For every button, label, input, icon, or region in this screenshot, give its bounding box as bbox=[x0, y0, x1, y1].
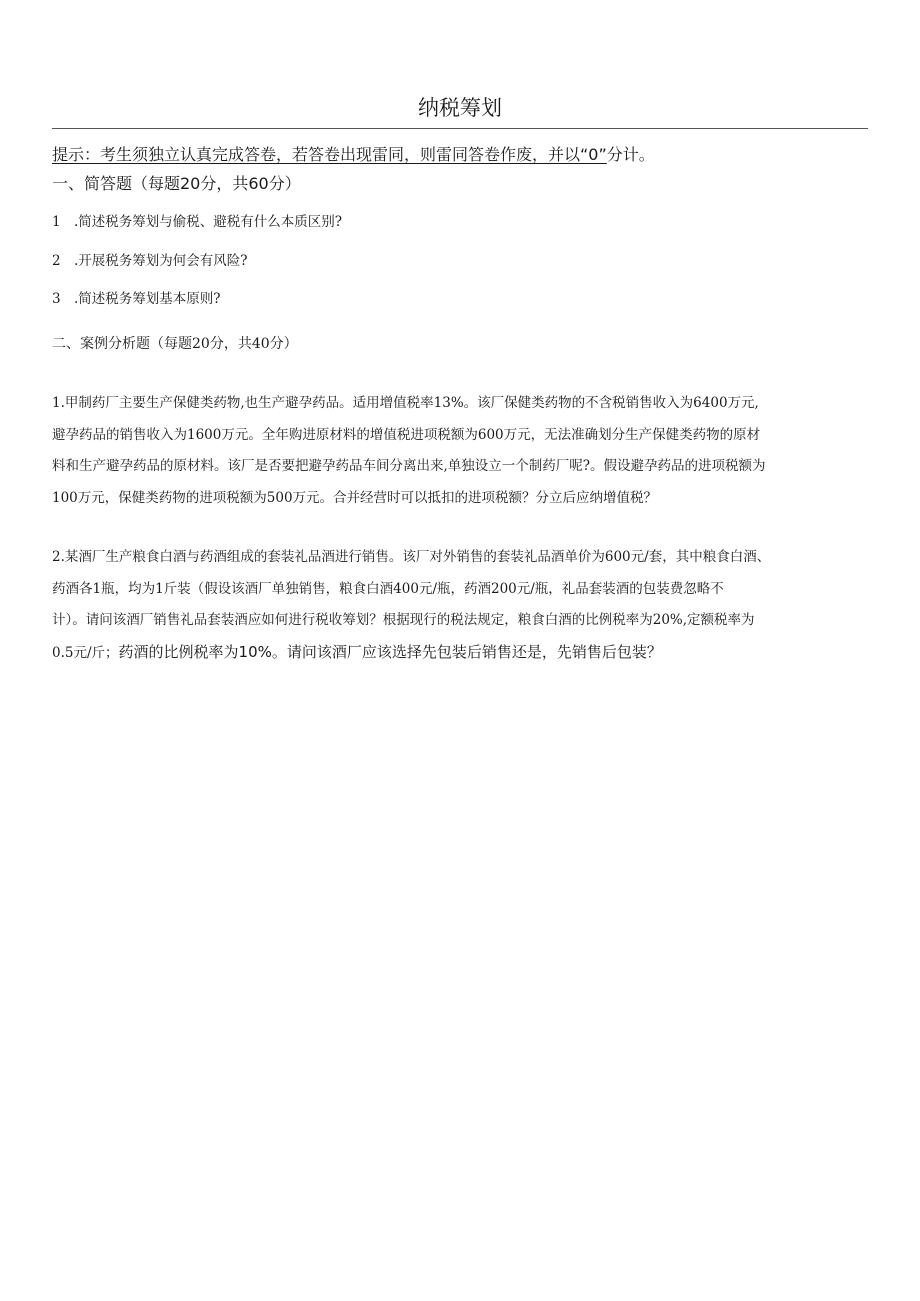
case-2-line: 计）。请问该酒厂销售礼品套装酒应如何进行税收筹划？根据现行的税法规定，粮食白酒的比例税率为20%,定额税率为 bbox=[52, 612, 755, 628]
notice-tail-text: 分计。 bbox=[606, 145, 655, 164]
title-divider bbox=[52, 128, 868, 129]
case-2-last-sans-text: 药酒的比例税率为10%。请问该酒厂应该选择先包装后销售还是，先销售后包装？ bbox=[118, 642, 662, 661]
exam-notice bbox=[52, 142, 655, 165]
case-2-line-last bbox=[52, 640, 872, 672]
section-2-heading: 二、案例分析题（每题20分，共40分） bbox=[52, 336, 298, 352]
case-2-line: 2.某酒厂生产粮食白酒与药酒组成的套装礼品酒进行销售。该厂对外销售的套装礼品酒单价为600元/套，其中粮食白酒、 bbox=[52, 549, 771, 565]
case-1-line: 避孕药品的销售收入为1600万元。全年购进原材料的增值税进项税额为600万元，无法准确划分生产保健类药物的原材 bbox=[52, 426, 761, 443]
case-1-paragraph bbox=[52, 391, 872, 517]
case-1-line: 100万元，保健类药物的进项税额为500万元。合并经营时可以抵扣的进项税额？分立后应纳增值税？ bbox=[52, 489, 658, 506]
case-1-line: 料和生产避孕药品的原材料。该厂是否要把避孕药品车间分离出来,单独设立一个制药厂呢?。假设避孕药品的进项税额为 bbox=[52, 458, 766, 474]
question-1 bbox=[52, 210, 342, 230]
case-2-line: 药酒各1瓶，均为1斤装（假设该酒厂单独销售，粮食白酒400元/瓶，药酒200元/瓶，礼品套装酒的包装费忽略不 bbox=[52, 580, 724, 597]
question-3 bbox=[52, 287, 221, 307]
question-text: .简述税务筹划基本原则? bbox=[74, 291, 221, 307]
section-1-heading: 一、简答题（每题20分，共60分） bbox=[52, 174, 301, 193]
question-text: .开展税务筹划为何会有风险? bbox=[74, 253, 248, 269]
page-title: 纳税筹划 bbox=[418, 96, 502, 120]
question-number: 3 bbox=[52, 291, 61, 307]
case-2-paragraph bbox=[52, 545, 872, 671]
case-2-last-serif-text: 0.5元/斤； bbox=[52, 644, 119, 661]
question-number: 1 bbox=[52, 214, 61, 230]
question-2 bbox=[52, 249, 248, 269]
case-1-line: 1.甲制药厂主要生产保健类药物,也生产避孕药品。适用增值税率13%。该厂保健类药物的不含税销售收入为6400万元, bbox=[52, 395, 759, 411]
question-number: 2 bbox=[52, 253, 61, 269]
question-text: .简述税务筹划与偷税、避税有什么本质区别? bbox=[74, 214, 343, 230]
notice-underlined-text: 提示：考生须独立认真完成答卷，若答卷出现雷同，则雷同答卷作废，并以“0” bbox=[52, 145, 607, 164]
